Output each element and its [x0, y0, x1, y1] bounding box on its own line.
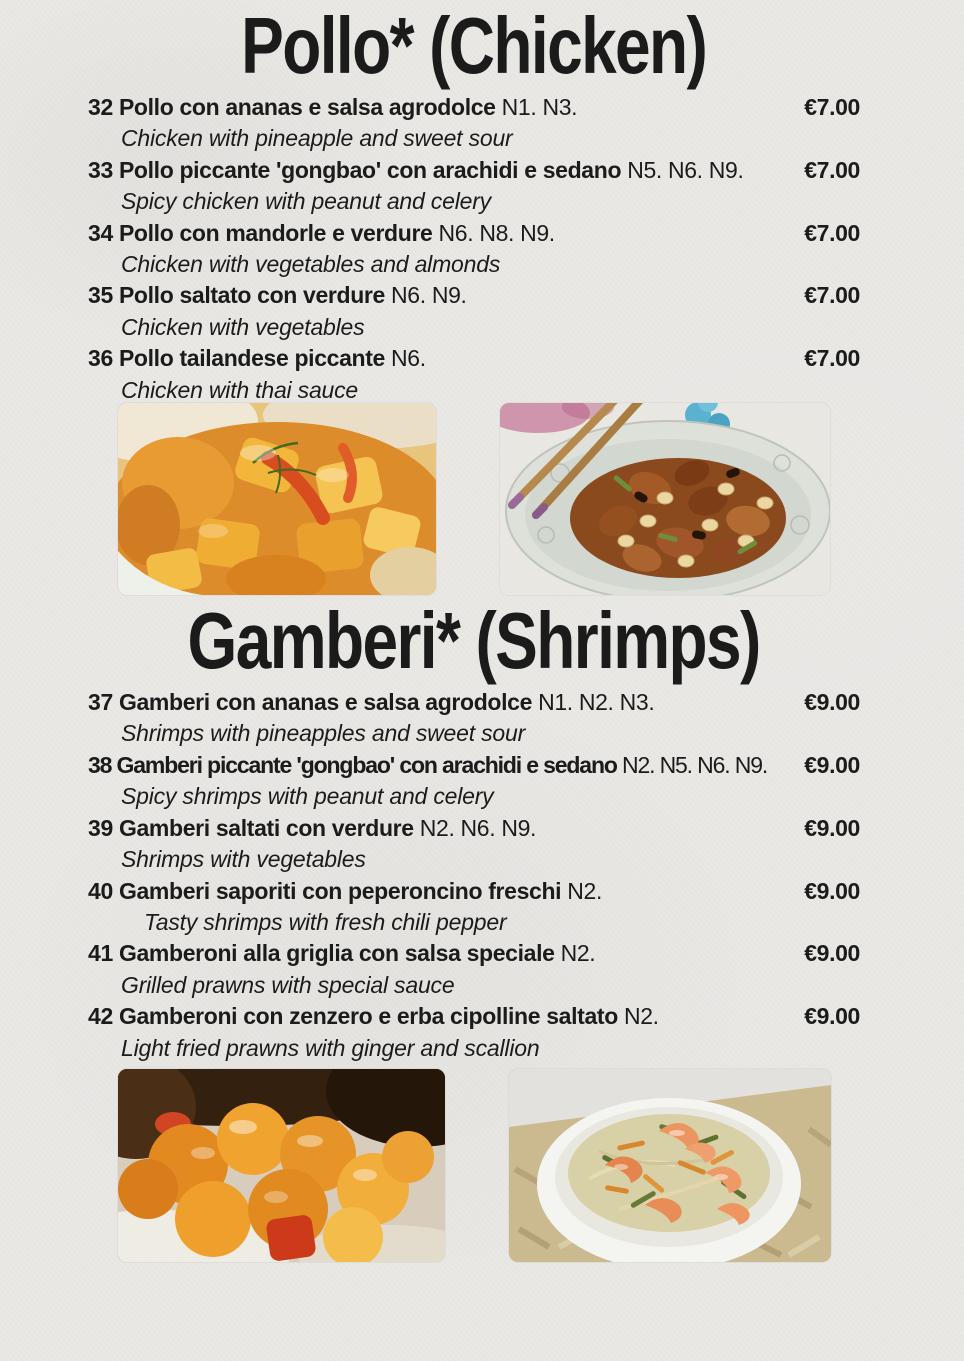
item-number: 34: [88, 219, 113, 246]
item-number: 39: [88, 814, 113, 841]
item-description-english: Light fried prawns with ginger and scallion: [121, 1034, 540, 1061]
item-allergen-codes: N2. N5. N6. N9.: [622, 751, 768, 778]
item-name: Pollo con mandorle e verdure: [118, 219, 433, 246]
item-description-english: Chicken with vegetables: [121, 313, 365, 340]
battered-sweet-sour-shrimps-illustration: [118, 1069, 445, 1262]
section-title-text: Gamberi* (Shrimps): [187, 596, 761, 686]
item-number: 40: [88, 877, 113, 904]
item-allergen-codes: N1. N2. N3.: [538, 689, 655, 716]
gongbao-chicken-peanuts-photo: [500, 403, 830, 595]
sweet-sour-chicken-pineapple-illustration: [118, 403, 436, 595]
item-description-english: Chicken with vegetables and almonds: [121, 251, 501, 278]
item-price: €7.00: [804, 156, 860, 183]
item-price: €7.00: [804, 94, 860, 120]
item-name: Gamberoni alla griglia con salsa speciale: [118, 940, 555, 967]
menu-item-33: [88, 155, 860, 218]
item-description-english: Tasty shrimps with fresh chili pepper: [144, 908, 507, 935]
item-description-english: Spicy chicken with peanut and celery: [121, 188, 491, 215]
item-price: €7.00: [804, 219, 860, 246]
item-allergen-codes: N6. N9.: [391, 282, 467, 309]
item-allergen-codes: N6.: [391, 345, 426, 372]
stir-fried-shrimps-vegetables-photo: [509, 1069, 831, 1262]
item-name: Gamberi con ananas e salsa agrodolce: [118, 689, 533, 716]
item-name: Gamberi piccante 'gongbao' con arachidi e sedano: [116, 751, 617, 778]
menu-item-38: [88, 750, 860, 813]
item-description-english: Grilled prawns with special sauce: [121, 971, 455, 998]
item-price: €9.00: [804, 751, 860, 778]
menu-item-39: [88, 813, 860, 876]
menu-item-37: [88, 687, 860, 750]
item-price: €9.00: [804, 814, 860, 841]
battered-sweet-sour-shrimps-photo: [118, 1069, 445, 1262]
item-allergen-codes: N5. N6. N9.: [627, 156, 744, 183]
item-price: €9.00: [804, 877, 860, 904]
section-title-pollo: [88, 0, 860, 92]
item-name: Gamberi saporiti con peperoncino freschi: [118, 877, 562, 904]
item-number: 33: [88, 156, 113, 183]
item-allergen-codes: N2.: [560, 940, 596, 967]
item-number: 32: [88, 94, 113, 120]
menu-item-35: [88, 280, 860, 343]
menu-item-36: [88, 343, 860, 406]
item-number: 35: [88, 282, 113, 309]
pollo-items: [88, 92, 860, 406]
item-price: €9.00: [804, 1003, 860, 1030]
sweet-sour-chicken-pineapple-photo: [118, 403, 436, 595]
menu-item-42: [88, 1001, 860, 1064]
item-name: Gamberi saltati con verdure: [118, 814, 414, 841]
item-price: €9.00: [804, 689, 860, 716]
section-title-gamberi: [88, 595, 860, 687]
item-allergen-codes: N6. N8. N9.: [438, 219, 555, 246]
gamberi-items: [88, 687, 860, 1064]
item-name: Pollo piccante 'gongbao' con arachidi e sedano: [118, 156, 622, 183]
item-price: €9.00: [804, 940, 860, 967]
item-name: Pollo tailandese piccante: [118, 345, 385, 372]
item-number: 36: [88, 345, 113, 372]
item-price: €7.00: [804, 345, 860, 372]
item-price: €7.00: [804, 282, 860, 309]
item-allergen-codes: N2.: [623, 1003, 659, 1030]
item-number: 38: [88, 751, 112, 778]
pollo-photos-row: [88, 403, 860, 595]
item-name: Pollo saltato con verdure: [118, 282, 385, 309]
item-allergen-codes: N1. N3.: [501, 94, 578, 120]
item-allergen-codes: N2. N6. N9.: [419, 814, 537, 841]
item-description-english: Chicken with pineapple and sweet sour: [121, 125, 513, 152]
menu-item-40: [88, 876, 860, 939]
stir-fried-shrimps-vegetables-illustration: [509, 1069, 831, 1262]
item-number: 37: [88, 689, 113, 716]
item-description-english: Chicken with thai sauce: [121, 376, 359, 403]
item-number: 41: [88, 940, 113, 967]
item-description-english: Shrimps with pineapples and sweet sour: [121, 720, 526, 747]
gamberi-photos-row: [88, 1069, 860, 1262]
menu-item-34: [88, 218, 860, 281]
item-allergen-codes: N2.: [567, 877, 603, 904]
menu-item-41: [88, 938, 860, 1001]
item-name: Gamberoni con zenzero e erba cipolline saltato: [118, 1003, 618, 1030]
section-title-text: Pollo* (Chicken): [241, 1, 707, 90]
item-name: Pollo con ananas e salsa agrodolce: [118, 94, 496, 120]
menu-item-32: [88, 92, 860, 155]
item-description-english: Shrimps with vegetables: [121, 846, 366, 873]
gongbao-chicken-peanuts-illustration: [500, 403, 830, 595]
item-description-english: Spicy shrimps with peanut and celery: [121, 783, 494, 810]
item-number: 42: [88, 1003, 113, 1030]
